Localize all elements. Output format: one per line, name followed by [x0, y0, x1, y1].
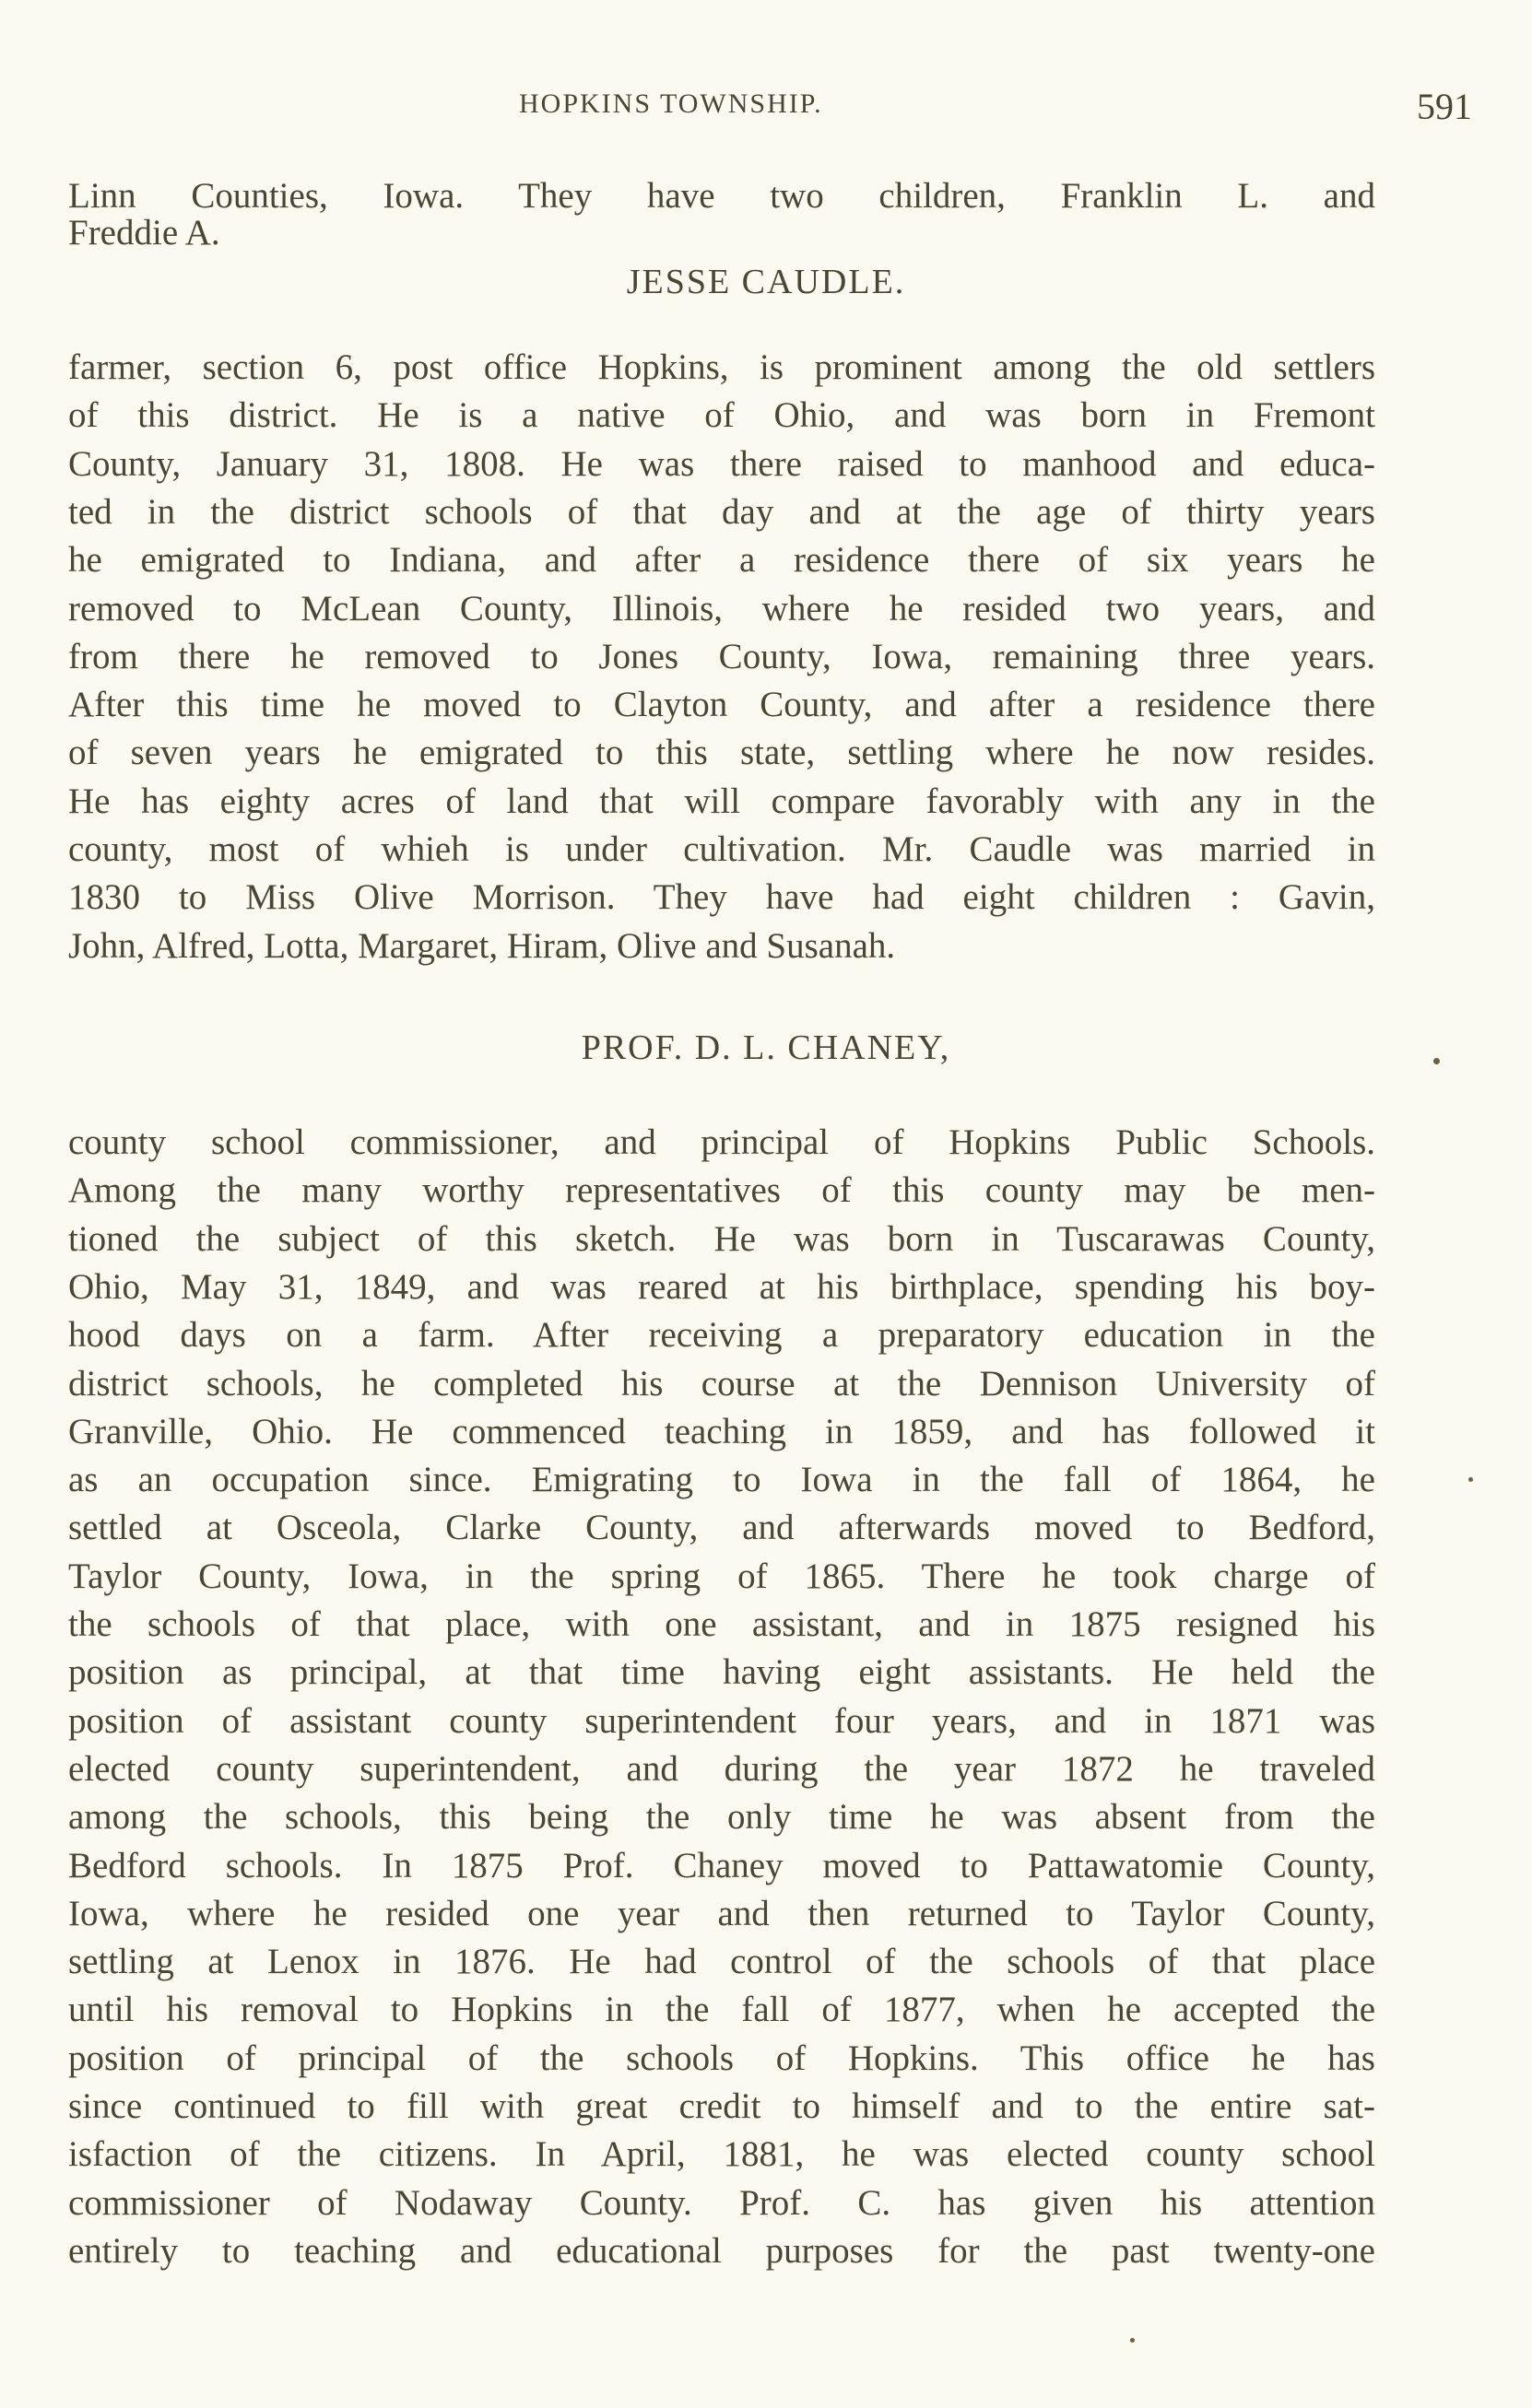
text-line: among the schools, this being the only time he was absent from the [68, 1797, 1375, 1837]
text-line: Linn Counties, Iowa. They have two children, Franklin L. and [68, 176, 1375, 216]
text-line: of this district. He is a native of Ohio, and was born in Fremont [68, 395, 1375, 435]
text-line: he emigrated to Indiana, and after a residence there of six years he [68, 540, 1375, 580]
text-line: Bedford schools. In 1875 Prof. Chaney moved to Pattawatomie County, [68, 1846, 1375, 1885]
text-line: commissioner of Nodaway County. Prof. C. has given his attention [68, 2183, 1375, 2223]
text-line: county, most of whieh is under cultivation. Mr. Caudle was married in [68, 829, 1375, 869]
text-line: 1830 to Miss Olive Morrison. They have had eight children : Gavin, [68, 877, 1375, 917]
text-line: Ohio, May 31, 1849, and was reared at his birthplace, spending his boy- [68, 1267, 1375, 1307]
text-line: position of assistant county superintendent four years, and in 1871 was [68, 1701, 1375, 1741]
text-line: farmer, section 6, post office Hopkins, is prominent among the old settlers [68, 347, 1375, 387]
text-line: position of principal of the schools of Hopkins. This office he has [68, 2038, 1375, 2078]
section-heading: JESSE CAUDLE. [626, 263, 906, 301]
text-line: settling at Lenox in 1876. He had control of the schools of that place [68, 1942, 1375, 1981]
text-line: since continued to fill with great credit to himself and to the entire sat- [68, 2086, 1375, 2126]
text-line: isfaction of the citizens. In April, 1881, he was elected county school [68, 2134, 1375, 2174]
running-header: HOPKINS TOWNSHIP. [519, 88, 823, 119]
text-line: from there he removed to Jones County, Iowa, remaining three years. [68, 637, 1375, 676]
text-line: position as principal, at that time having eight assistants. He held the [68, 1652, 1375, 1692]
text-line: Iowa, where he resided one year and then returned to Taylor County, [68, 1894, 1375, 1933]
text-line: ted in the district schools of that day and at the age of thirty years [68, 492, 1375, 532]
text-line: until his removal to Hopkins in the fall of 1877, when he accepted the [68, 1990, 1375, 2029]
text-line: Freddie A. [68, 213, 220, 253]
ink-speck [1433, 1058, 1440, 1064]
text-line: tioned the subject of this sketch. He was born in Tuscarawas County, [68, 1219, 1375, 1259]
text-line: County, January 31, 1808. He was there raised to manhood and educa- [68, 444, 1375, 484]
text-line: removed to McLean County, Illinois, where he resided two years, and [68, 589, 1375, 628]
text-line: Granville, Ohio. He commenced teaching in 1859, and has followed it [68, 1412, 1375, 1451]
text-line: elected county superintendent, and during the year 1872 he traveled [68, 1749, 1375, 1789]
text-line: hood days on a farm. After receiving a preparatory education in the [68, 1315, 1375, 1355]
text-line: Among the many worthy representatives of this county may be men- [68, 1170, 1375, 1210]
text-line: county school commissioner, and principal of Hopkins Public Schools. [68, 1122, 1375, 1162]
text-line: After this time he moved to Clayton County, and after a residence there [68, 685, 1375, 724]
text-line: Taylor County, Iowa, in the spring of 1865. There he took charge of [68, 1556, 1375, 1596]
text-line: of seven years he emigrated to this state, settling where he now resides. [68, 733, 1375, 772]
text-line: He has eighty acres of land that will compare favorably with any in the [68, 781, 1375, 821]
ink-speck [1130, 2338, 1135, 2343]
text-line: district schools, he completed his course at the Dennison University of [68, 1364, 1375, 1404]
text-line: the schools of that place, with one assistant, and in 1875 resigned his [68, 1604, 1375, 1644]
page-number: 591 [1417, 86, 1472, 127]
text-line: as an occupation since. Emigrating to Iowa in the fall of 1864, he [68, 1460, 1375, 1499]
text-line: settled at Osceola, Clarke County, and afterwards moved to Bedford, [68, 1508, 1375, 1547]
ink-speck [1468, 1477, 1473, 1482]
section-heading: PROF. D. L. CHANEY, [581, 1028, 951, 1067]
text-line: entirely to teaching and educational purposes for the past twenty-one [68, 2231, 1375, 2271]
text-line: John, Alfred, Lotta, Margaret, Hiram, Olive and Susanah. [68, 926, 896, 966]
